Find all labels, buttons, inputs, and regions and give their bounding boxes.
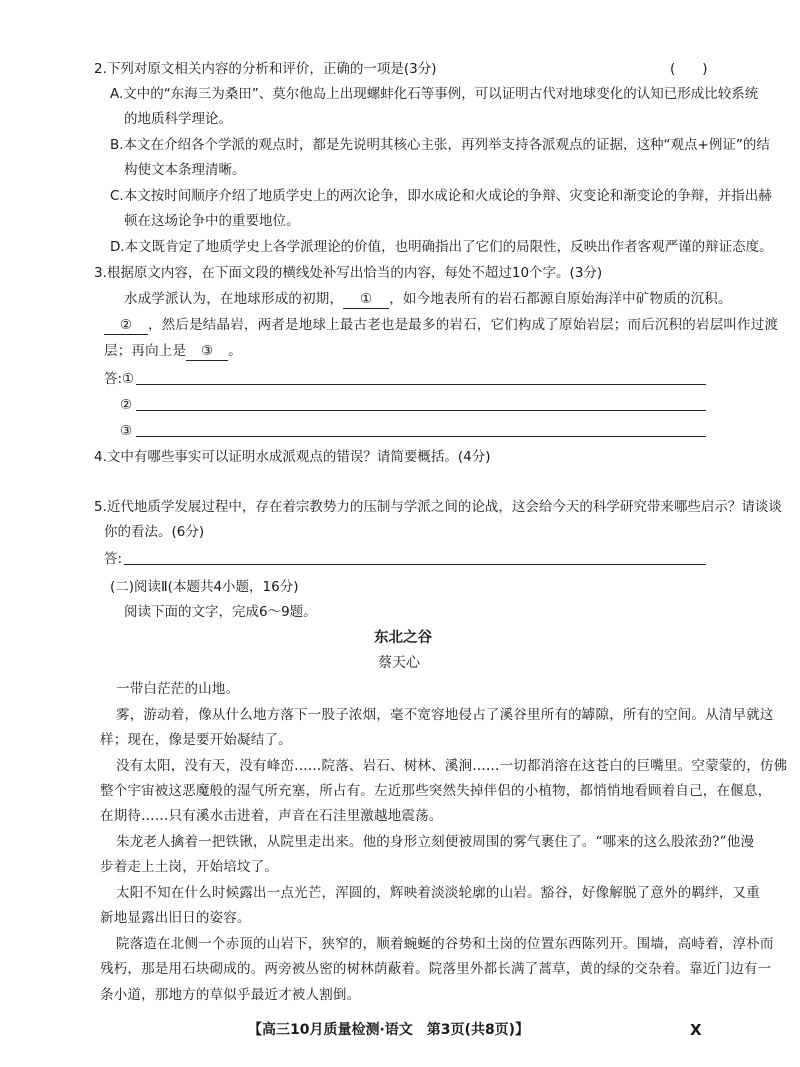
passage-line: 雾，游动着，像从什么地方落下一股子浓烟，毫不宽容地侵占了溪谷里所有的罅隙，所有的空间。从清早就这 <box>116 707 774 723</box>
q5-answer-label: 答: <box>104 551 123 567</box>
q3-blank-1: ① <box>343 290 389 309</box>
passage-author: 蔡天心 <box>378 655 420 671</box>
q3-stem: 3.根据原文内容，在下面文段的横线处补写出恰当的内容，每处不超过10个字。(3分) <box>94 265 603 281</box>
q3-passage-line3 <box>104 342 242 361</box>
q3-blank-3: ③ <box>186 342 228 361</box>
passage-line: 整个宇宙被这恶魔般的湿气所充塞，所占有。左近那些突然失掉伴侣的小植物，都悄悄地看顾着自己，在偃息， <box>100 783 772 799</box>
passage-line: 没有太阳，没有天，没有峰峦……院落、岩石、树林、溪涧……一切都消溶在这苍白的巨嘴里。空蒙蒙的，仿佛 <box>116 758 788 774</box>
q3-text-a: 水成学派认为，在地球形成的初期， <box>124 291 344 307</box>
q2-option-b-line1: B.本文在介绍各个学派的观点时，都是先说明其核心主张，再列举支持各派观点的证据，这种“观点+例证”的结 <box>110 137 770 153</box>
q2-option-a-line1: A.文中的“东海三为桑田”、莫尔他岛上出现螺蚌化石等事例，可以证明古代对地球变化的认知已形成比较系统 <box>110 86 759 102</box>
q3-text-b: ，如今地表所有的岩石都源自原始海洋中矿物质的沉积。 <box>389 291 732 307</box>
passage-line: 样；现在，像是要开始凝结了。 <box>100 732 292 748</box>
q3-answer-label-2: ② <box>120 397 133 413</box>
q2-option-a-line2: 的地质科学理论。 <box>124 111 232 127</box>
q3-blank-2: ② <box>104 316 148 335</box>
q2-option-d: D.本文既肯定了地质学史上各学派理论的价值，也明确指出了它们的局限性，反映出作者客观严谨的辩证态度。 <box>110 239 773 255</box>
q3-answer-label-1: 答:① <box>104 371 135 387</box>
passage-line: 步着走上土岗，开始培坟了。 <box>100 859 279 875</box>
q5-stem-line1: 5.近代地质学发展过程中，存在着宗教势力的压制与学派之间的论战，这会给今天的科学研究带来哪些启示？请谈谈 <box>94 499 782 515</box>
passage-line: 朱龙老人擒着一把铁锹，从院里走出来。他的身形立刻便被周围的雾气裹住了。“哪来的这么股浓劲?”他漫 <box>116 834 755 850</box>
q3-passage-line2 <box>104 316 778 335</box>
q3-text-d: 层；再向上是 <box>104 343 187 359</box>
passage-line: 太阳不知在什么时候露出一点光芒，浑圆的，辉映着淡淡轮廓的山岩。豁谷，好像解脱了意外的羁绊，又重 <box>116 885 760 901</box>
passage-line: 一带白茫茫的山地。 <box>116 681 240 697</box>
section-heading: (二)阅读Ⅱ(本题共4小题，16分) <box>110 579 299 595</box>
passage-line: 新地显露出旧日的姿容。 <box>100 910 251 926</box>
q3-answer-line-3[interactable] <box>136 436 706 437</box>
q2-option-c-line2: 顿在这场论争中的重要地位。 <box>124 213 300 229</box>
passage-title: 东北之谷 <box>374 630 432 646</box>
q5-answer-line[interactable] <box>124 564 706 565</box>
q5-stem-line2: 你的看法。(6分) <box>104 524 205 540</box>
q3-answer-label-3: ③ <box>120 423 133 439</box>
passage-line: 在期待……只有溪水击进着，声音在石洼里激越地震荡。 <box>100 808 443 824</box>
q3-text-c: ，然后是结晶岩，两者是地球上最古老也是最多的岩石，它们构成了原始岩层；而后沉积的岩层叫作过渡 <box>148 317 779 333</box>
passage-line: 残朽，那是用石块砌成的。两旁被丛密的树林荫蔽着。院落里外都长满了蒿草，黄的绿的交杂着。靠近门边有一 <box>100 961 772 977</box>
q2-answer-paren: ( ) <box>670 61 708 77</box>
q3-text-e: 。 <box>228 343 242 359</box>
q4-stem: 4.文中有哪些事实可以证明水成派观点的错误？请简要概括。(4分) <box>94 449 491 465</box>
page-corner-mark: X <box>690 1021 702 1039</box>
q2-stem: 2.下列对原文相关内容的分析和评价，正确的一项是(3分) <box>94 61 437 77</box>
passage-line: 条小道，那地方的草似乎最近才被人割倒。 <box>100 987 361 1003</box>
q3-passage-line1 <box>124 290 732 309</box>
section-instruction: 阅读下面的文字，完成6～9题。 <box>124 604 317 620</box>
passage-line: 院落造在北侧一个赤顶的山岩下，狭窄的，顺着蜿蜒的谷势和土岗的位置东西陈列开。围墙，高峙着，淳朴而 <box>116 936 774 952</box>
q2-option-c-line1: C.本文按时间顺序介绍了地质学史上的两次论争，即水成论和火成论的争辩、灾变论和渐变论的争辩，并指出赫 <box>110 188 772 204</box>
q3-answer-line-1[interactable] <box>136 384 706 385</box>
q2-option-b-line2: 构使文本条理清晰。 <box>124 162 246 178</box>
page-footer: 【高三10月质量检测·语文 第3页(共8页)】 <box>248 1022 530 1038</box>
q3-answer-line-2[interactable] <box>136 410 706 411</box>
